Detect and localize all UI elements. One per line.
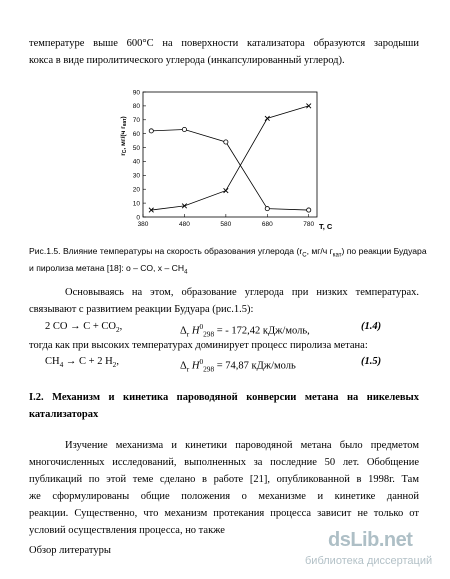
x-tick-label: 480 — [178, 221, 190, 228]
y-tick-label: 0 — [136, 214, 140, 222]
y-axis-label: rC, мг/(ч гкат) — [120, 116, 128, 156]
y-tick-label: 70 — [132, 117, 140, 125]
data-point-circle — [265, 207, 269, 211]
text-line: Изучение механизма и кинетики пароводяной метана было предметом — [65, 440, 419, 451]
watermark-logo: dsLib.net — [328, 529, 413, 551]
chart-lines — [151, 106, 308, 210]
series-line-2 — [151, 106, 308, 210]
equation-rhs: $\Delta_r$ $H^0_{298} = 74,87$ кДж/моль — [180, 357, 296, 374]
series-line-1 — [151, 130, 308, 211]
y-tick-label: 50 — [132, 144, 140, 152]
x-tick-label: 380 — [137, 221, 149, 228]
y-tick-label: 80 — [132, 103, 140, 111]
equation-rhs: $\Delta_r$ $H^0_{298}$ = - 172,42 кДж/моль, — [180, 322, 310, 339]
equation-lhs: $CH_4 \to C + 2$ $H_2$, — [45, 356, 119, 370]
chart-axes — [143, 92, 317, 217]
equation-number: (1.5) — [361, 356, 382, 367]
data-point-circle — [149, 129, 153, 133]
x-tick-label: 580 — [220, 221, 232, 228]
text-line: публикаций по этой теме сделано в работе [21], опубликованной в 1998г. Там — [29, 474, 419, 485]
data-point-cross — [306, 104, 311, 109]
watermark-subtitle: библиотека диссертаций — [305, 555, 433, 567]
data-point-circle — [182, 127, 186, 131]
text-line: условий осуществления процесса, но также — [29, 525, 225, 536]
equation-1-5 — [45, 355, 405, 374]
x-ticks — [138, 214, 315, 228]
x-tick-label: 680 — [261, 221, 273, 228]
data-point-circle — [224, 140, 228, 144]
paragraph-boudouard — [29, 284, 419, 318]
section-heading: I.2. Механизм и кинетика пароводяной конверсии метана на никелевых катализаторах — [29, 392, 419, 420]
y-tick-label: 60 — [132, 130, 140, 138]
equation-lhs: 2 CO → $C + CO_2$, — [45, 321, 123, 335]
text-line: связывают с развитием реакции Будуара (рис.1.5): — [29, 304, 254, 315]
y-ticks — [133, 89, 146, 221]
page-footer: Обзор литературы — [29, 545, 111, 556]
y-tick-label: 90 — [132, 89, 140, 97]
x-axis-label: T, C — [319, 222, 333, 231]
chart-marks — [149, 104, 311, 213]
y-tick-label: 10 — [132, 200, 140, 208]
plot-frame — [143, 92, 317, 217]
figure-chart — [114, 86, 334, 236]
y-tick-label: 30 — [132, 172, 140, 180]
text-line: же сформулированы общие положения о механизме и кинетике данной — [29, 491, 419, 502]
paragraph-intro — [29, 35, 419, 69]
text-line: реакции. Существенно, что механизм протекания процесса зависит не только от — [29, 508, 419, 519]
data-point-circle — [307, 208, 311, 212]
text-line: температуре выше 600°С на поверхности катализатора образуются зародыши — [29, 38, 419, 49]
text-line: Основываясь на этом, образование углерода при низких температурах. — [65, 287, 419, 298]
paragraph-mechanism — [29, 437, 419, 539]
y-tick-label: 40 — [132, 158, 140, 166]
text-line: кокса в виде пиролитического углерода (инкапсулированный углерод). — [29, 55, 345, 66]
equation-1-4 — [45, 320, 405, 339]
paragraph-pyrolysis: тогда как при высоких температурах доминирует процесс пиролиза метана: — [29, 340, 368, 351]
x-tick-label: 780 — [303, 221, 315, 228]
data-point-cross — [224, 188, 229, 193]
y-tick-label: 20 — [132, 186, 140, 194]
text-line: многочисленных исследований, выполненных за последние 50 лет. Обобщение — [29, 457, 419, 468]
equation-number: (1.4) — [361, 321, 382, 332]
data-point-cross — [265, 116, 270, 121]
figure-caption: Рис.1.5. Влияние температуры на скорость образования углерода ($r_C$, мг/ч $г_{кат}$) по реакции Будуара и пиролиза метана [18]: о – СО, х – $СН_4$ — [29, 246, 427, 276]
